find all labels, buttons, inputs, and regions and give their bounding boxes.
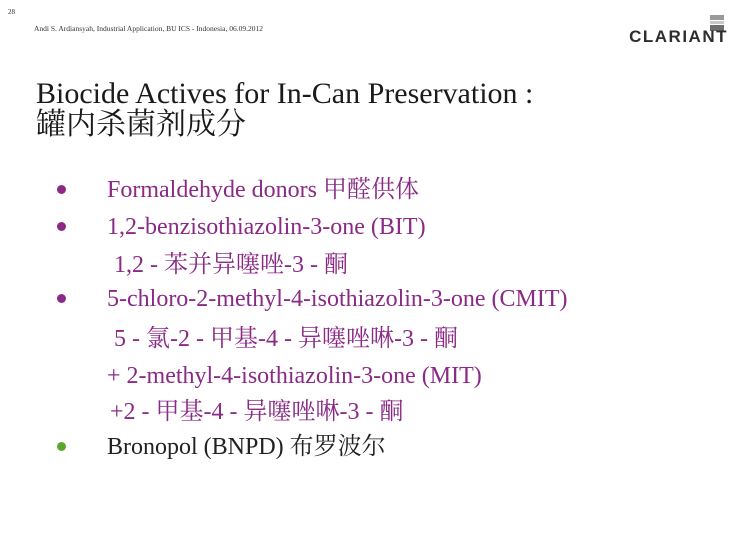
bullet-cmit-chinese: 5 - 氯-2 - 甲基-4 - 异噻唑啉-3 - 酮 (114, 326, 458, 352)
bullet-dot-3 (57, 294, 66, 303)
bullet-bronopol: Bronopol (BNPD) 布罗波尔 (107, 434, 386, 460)
title-line-english: Biocide Actives for In-Can Preservation : (36, 77, 534, 110)
bullet-mit: + 2-methyl-4-isothiazolin-3-one (MIT) (107, 363, 482, 389)
bullet-cmit: 5-chloro-2-methyl-4-isothiazolin-3-one (CMIT) (107, 286, 568, 312)
bullet-bit: 1,2-benzisothiazolin-3-one (BIT) (107, 214, 426, 240)
bullet-dot-4 (57, 442, 66, 451)
header-meta: Andi S. Ardiansyah, Industrial Application, BU ICS - Indonesia, 06.09.2012 (34, 24, 263, 33)
bullet-mit-chinese: +2 - 甲基-4 - 异噻唑啉-3 - 酮 (110, 399, 404, 425)
bullet-bit-chinese: 1,2 - 苯并异噻唑-3 - 酮 (114, 252, 348, 278)
title-line-chinese: 罐内杀菌剂成分 (36, 108, 246, 141)
bullet-dot-2 (57, 222, 66, 231)
logo-text: CLARIANT (629, 27, 728, 46)
page-number: 28 (8, 8, 15, 16)
bullet-formaldehyde: Formaldehyde donors 甲醛供体 (107, 177, 419, 203)
bullet-dot-1 (57, 185, 66, 194)
